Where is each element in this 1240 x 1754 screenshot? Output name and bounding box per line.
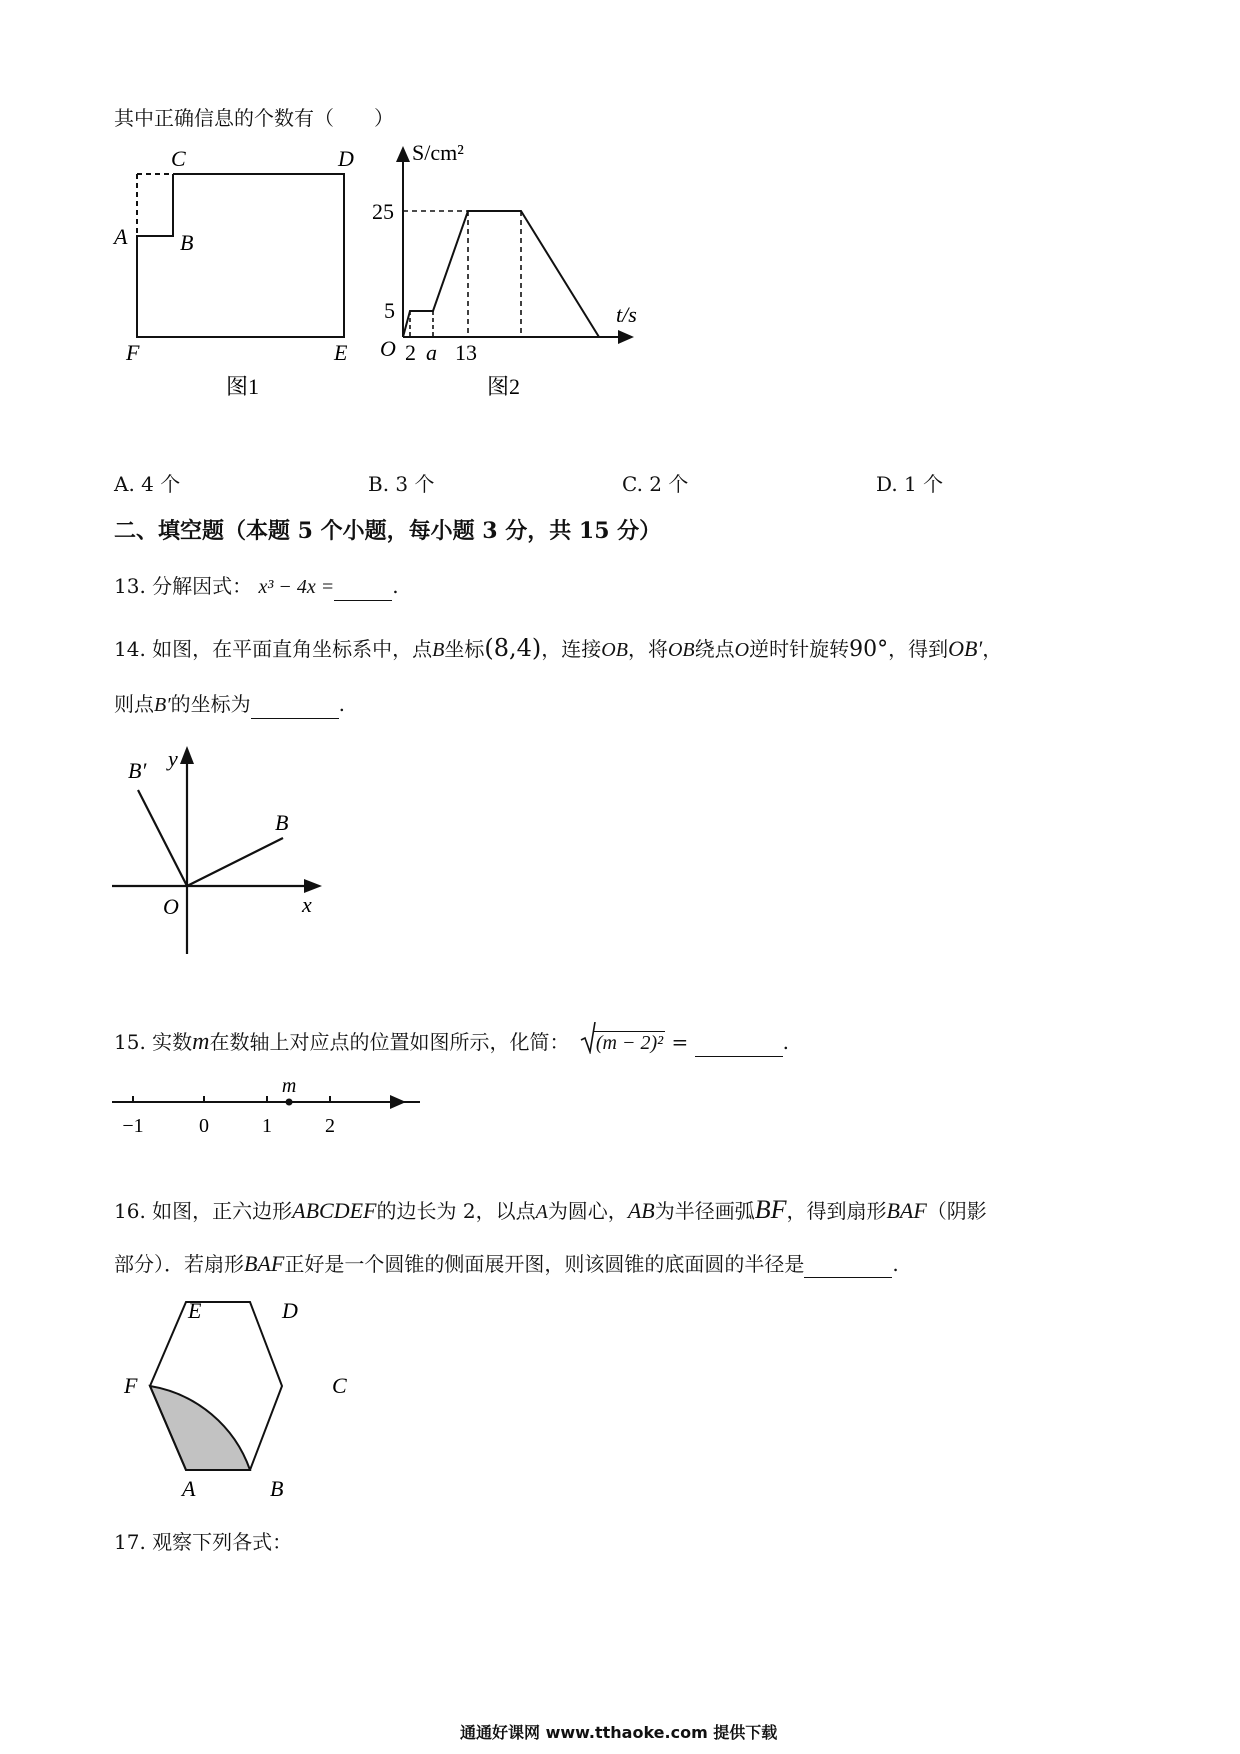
question-16-line-2 [114,1250,899,1278]
q13-expression: x³ − 4x = [258,576,335,598]
q16-fig-point-f: F [124,1373,138,1398]
q15-radical-sign-icon [580,1022,596,1054]
q14-segment-ob-line [187,838,283,886]
fig2-xtick-13: 13 [455,340,477,365]
fig1-point-E: E [334,340,348,365]
question-15 [114,1028,789,1057]
q14-text-3: ，连接 [541,637,602,661]
q14-fig-b: B [275,810,289,835]
fig2-x-label: t/s [616,302,637,327]
figure-2 [360,140,660,400]
q16-number: 16. [114,1199,146,1223]
option-d[interactable]: D. 1 个 [876,472,944,496]
q14-point-o: O [734,639,750,661]
q14-text-4: ，将 [627,637,668,661]
q14-x-arrow [304,879,322,893]
q15-axis-arrow [390,1095,406,1109]
q15-number: 15. [114,1030,146,1054]
footer-source: 通通好课网 www.tthaoke.com 提供下载 [460,1723,778,1742]
q16-segment-ab: AB [627,1198,655,1223]
q16-text-3: 为圆心， [547,1199,628,1223]
question-13 [114,572,399,601]
question-17 [114,1528,292,1556]
q15-equals: = [671,1030,689,1054]
q16-sector-baf: BAF [886,1198,927,1223]
q15-point-m [286,1099,293,1106]
q17-number: 17. [114,1530,146,1554]
q14-text-8: ， [982,637,1003,661]
q13-answer-blank[interactable] [334,578,392,601]
q15-answer-blank[interactable] [695,1034,783,1057]
q14-text-6: 逆时针旋转 [749,637,850,661]
q14-text-7: ，得到 [888,637,949,661]
q14-fig-b-prime: B′ [128,758,147,783]
q16-fig-point-e: E [188,1298,202,1323]
option-b[interactable]: B. 3 个 [368,472,435,496]
q16-fig-point-d: D [282,1298,298,1323]
q16-text-2: 的边长为 2，以点 [376,1199,536,1223]
q14-tail: . [338,692,345,716]
q15-tick-label-2: 2 [325,1115,335,1137]
q17-text: 观察下列各式： [152,1530,293,1554]
q14-text-2: 坐标 [444,637,485,661]
q14-text-1: 如图，在平面直角坐标系中，点 [152,637,433,661]
q14-y-arrow [180,746,194,764]
q14-point-b: B [432,639,445,661]
q15-text-1: 实数 [152,1030,193,1054]
fig1-point-F: F [126,340,140,365]
fig2-xtick-a: a [426,340,437,365]
q16-point-a: A [535,1201,548,1223]
q14-segment-ob-prime-line [138,790,187,886]
fig1-point-D: D [338,146,354,171]
q15-number-line [100,1076,420,1146]
q16-line2-text-2: 正好是一个圆锥的侧面展开图，则该圆锥的底面圆的半径是 [284,1252,805,1276]
q16-shaded-sector [150,1386,250,1470]
fig2-xtick-2: 2 [405,340,416,365]
q15-tick-label-0: 0 [199,1115,209,1137]
q14-segment-ob-1: OB [601,639,628,661]
q16-fig-point-c: C [332,1373,347,1398]
q16-text-1: 如图，正六边形 [152,1199,293,1223]
fig1-caption: 图1 [226,374,260,399]
question-14-line-2 [114,690,345,719]
option-c[interactable]: C. 2 个 [622,472,689,496]
q13-number: 13. [114,574,146,598]
intro-text: 其中正确信息的个数有（ ） [114,106,394,130]
q14-answer-blank[interactable] [251,696,339,719]
q16-tail: . [892,1252,899,1276]
question-14-line-1 [114,634,1002,664]
q14-fig-x-label: x [302,892,312,917]
q14-angle: 90° [849,637,889,662]
q14-line2-text-2: 的坐标为 [170,692,251,716]
q13-text: 分解因式： [152,574,253,598]
q15-variable-m: m [192,1029,210,1055]
q16-text-4: 为半径画弧 [654,1199,755,1223]
fig1-polygon [137,174,344,337]
q14-fig-origin: O [163,894,179,919]
q14-segment-ob-prime: OB′ [948,636,983,661]
q14-line2-text-1: 则点 [114,692,154,716]
q13-tail: . [392,574,399,598]
q15-radicand: (m − 2)² [595,1032,664,1054]
fig1-point-A: A [114,224,128,249]
q14-coordinate: (8,4) [484,634,542,662]
q16-figure [110,1292,370,1514]
fig1-point-C: C [171,146,186,171]
q16-fig-point-b: B [270,1476,284,1501]
q15-text-2: 在数轴上对应点的位置如图所示，化简： [209,1030,570,1054]
fig2-x-arrow [618,330,634,344]
q14-text-5: 绕点 [694,637,735,661]
q15-tail: . [782,1030,789,1054]
fig1-point-B: B [180,230,194,255]
q16-line2-text-1: 部分）．若扇形 [114,1252,244,1276]
q16-text-5: ，得到扇形 [786,1199,887,1223]
q16-text-6: （阴影 [926,1199,987,1223]
question-16-line-1 [114,1196,987,1226]
option-a[interactable]: A. 4 个 [114,472,181,496]
fig2-origin: O [380,336,396,361]
figure-1 [100,140,380,400]
q16-fig-point-a: A [182,1476,196,1501]
q14-number: 14. [114,637,146,661]
q15-tick-label-neg1: −1 [122,1115,144,1137]
q16-hexagon-name: ABCDEF [292,1198,377,1223]
fig2-caption: 图2 [487,374,521,399]
fig2-y-arrow [396,146,410,162]
fig2-y-label: S/cm² [412,140,464,165]
q16-arc-bf: BF [754,1195,787,1224]
q14-line2-point-b-prime: B′ [154,694,171,716]
section-2-title: 二、填空题（本题 5 个小题，每小题 3 分，共 15 分） [114,518,662,544]
q15-tick-label-1: 1 [262,1115,272,1137]
q14-segment-ob-2: OB [667,639,695,661]
fig2-ytick-25: 25 [372,199,394,224]
q16-answer-blank[interactable] [804,1255,892,1278]
q16-line2-sector-baf: BAF [244,1251,285,1276]
q15-sqrt [580,1028,665,1057]
q15-point-m-label: m [281,1076,297,1097]
q14-fig-y-label: y [168,746,178,771]
q14-figure [100,742,340,962]
fig2-ytick-5: 5 [384,298,395,323]
